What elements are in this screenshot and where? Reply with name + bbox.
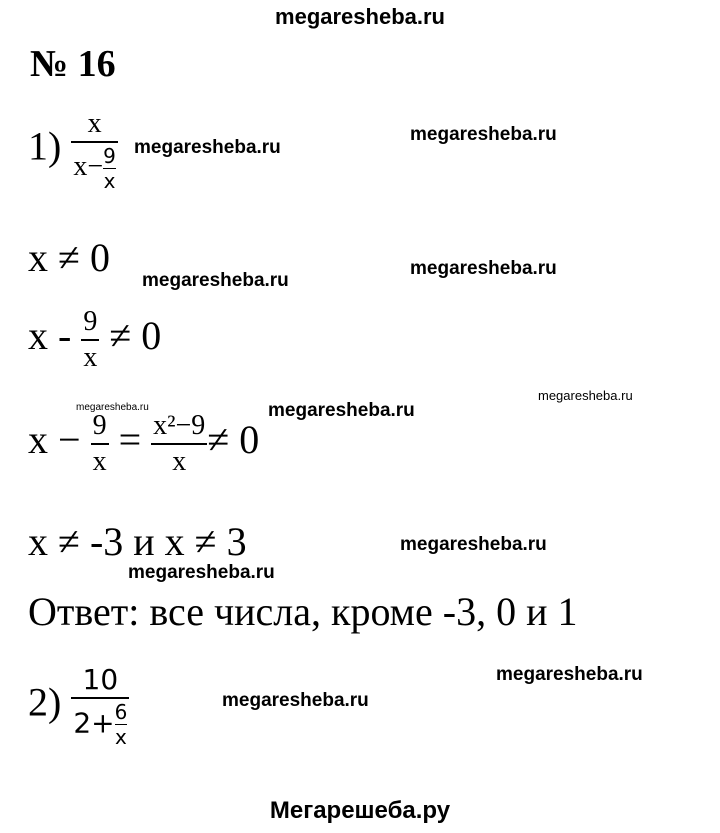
part1-inner-num: 9	[103, 144, 116, 168]
condition-3: x ≠ -3 и x ≠ 3	[28, 519, 247, 564]
equation-3	[28, 412, 259, 476]
watermark-bottom: Мегарешеба.ру	[269, 797, 451, 824]
cond2-num: 9	[83, 306, 98, 337]
part2-denominator	[71, 702, 129, 747]
part1-main-fraction	[71, 110, 118, 191]
condition-2	[28, 308, 161, 372]
eq-equals: =	[118, 417, 142, 463]
watermark: megaresheba.ru	[410, 258, 557, 279]
watermark: megaresheba.ru	[496, 664, 643, 685]
eq-left: x −	[28, 417, 81, 463]
part2-inner-den: x	[115, 725, 127, 749]
part1-label: 1)	[28, 123, 62, 169]
cond2-den: x	[83, 342, 98, 373]
part1-expression	[28, 110, 118, 191]
watermark: megaresheba.ru	[142, 270, 289, 291]
cond2-left: x -	[28, 313, 72, 359]
cond2-fraction	[81, 308, 99, 372]
part1-inner-fraction	[103, 146, 116, 191]
watermark: megaresheba.ru	[410, 124, 557, 145]
answer: Ответ: все числа, кроме -3, 0 и 1	[28, 589, 578, 634]
eq-rhs-num: x²−9	[153, 410, 206, 441]
eq-right: ≠ 0	[207, 417, 260, 463]
eq-fraction	[91, 412, 109, 476]
watermark: megaresheba.ru	[400, 534, 547, 555]
watermark: megaresheba.ru	[222, 690, 369, 711]
part2-label: 2)	[28, 679, 62, 725]
problem-number: № 16	[30, 43, 116, 85]
part1-denominator-left: x−	[73, 150, 104, 182]
cond2-right: ≠ 0	[109, 313, 162, 359]
watermark: megaresheba.ru	[268, 400, 415, 421]
eq-rhs-fraction	[151, 412, 207, 476]
part1-numerator: x	[87, 108, 102, 139]
part1-denominator	[71, 146, 118, 191]
part2-inner-fraction	[115, 702, 128, 747]
watermark: megaresheba.ru	[128, 562, 275, 583]
watermark-top: megaresheba.ru	[275, 4, 445, 29]
part2-expression	[28, 663, 129, 749]
watermark: megaresheba.ru	[538, 388, 633, 403]
watermark: megaresheba.ru	[76, 402, 149, 413]
eq-den: x	[92, 446, 107, 477]
eq-rhs-den: x	[172, 446, 187, 477]
condition-x-not-zero: x ≠ 0	[28, 235, 110, 280]
part2-numerator: 10	[82, 663, 119, 696]
part2-main-fraction	[71, 663, 129, 749]
part2-inner-num: 6	[114, 700, 128, 724]
watermark: megaresheba.ru	[134, 137, 281, 158]
part2-denominator-left: 2+	[73, 706, 115, 740]
eq-num: 9	[92, 410, 107, 441]
part1-inner-den: x	[103, 169, 116, 193]
